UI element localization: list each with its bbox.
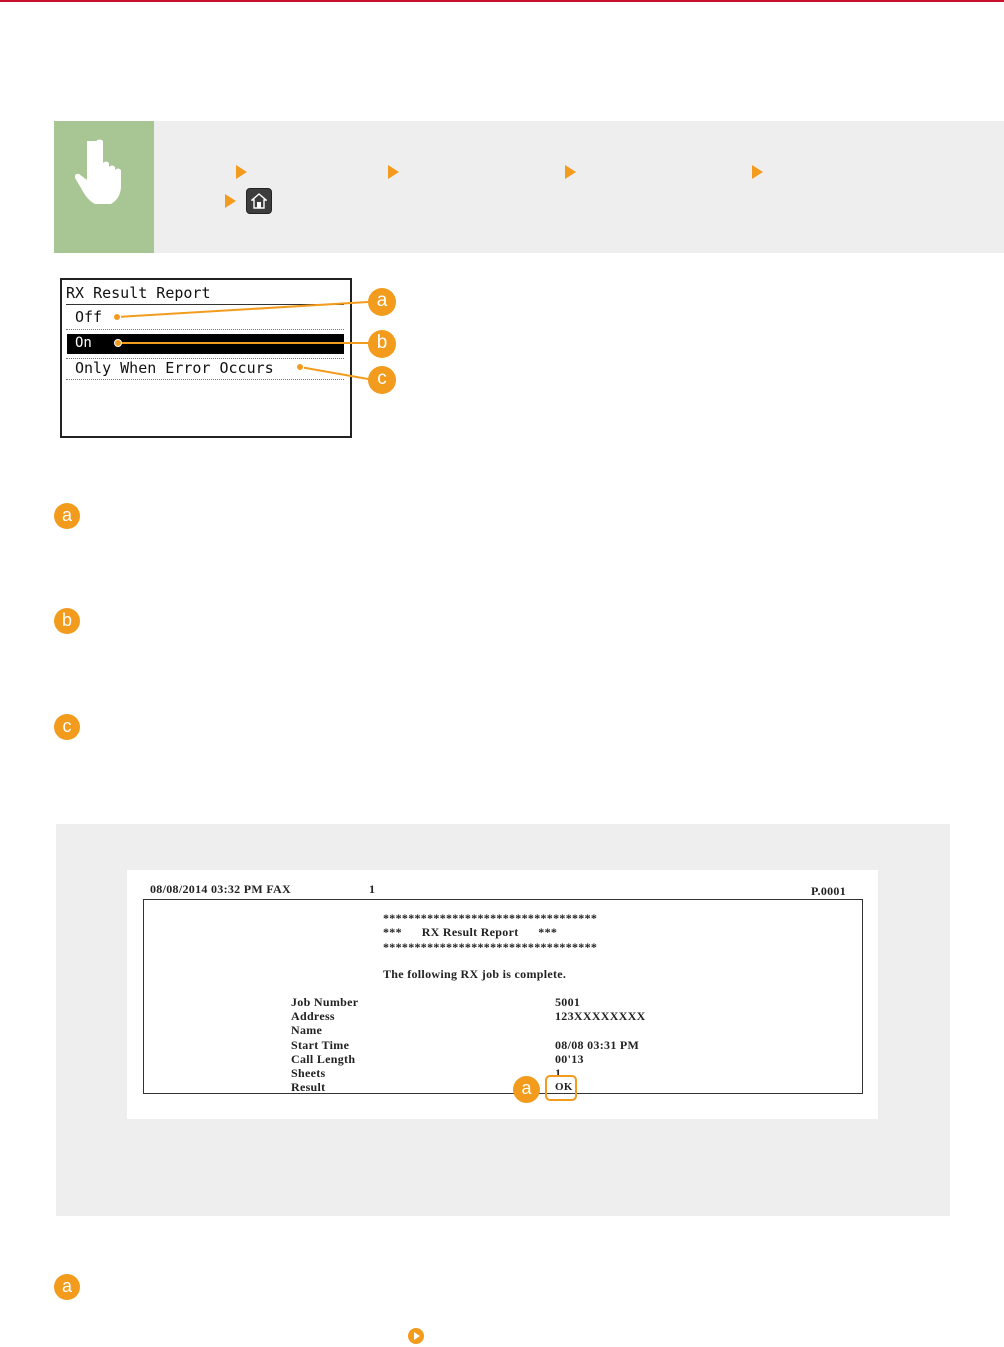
report-field-label: Address <box>291 1009 335 1023</box>
report-field-value: 123XXXXXXXX <box>555 1009 646 1023</box>
section-marker-result: a <box>54 1274 80 1300</box>
report-field-label: Job Number <box>291 995 359 1009</box>
report-field-label: Call Length <box>291 1052 356 1066</box>
report-result-value: OK <box>555 1081 573 1093</box>
report-banner-bottom: ********************************** <box>383 940 598 954</box>
lcd-title: RX Result Report <box>66 284 211 302</box>
report-sample-panel <box>56 824 950 1216</box>
report-paper <box>127 870 878 1119</box>
callout-dot-b <box>114 339 122 347</box>
report-callout-a: a <box>513 1076 540 1103</box>
report-field-label: Name <box>291 1023 323 1037</box>
section-marker-b: b <box>54 608 80 634</box>
report-field-value: 5001 <box>555 995 581 1009</box>
callout-b: b <box>368 330 396 358</box>
step-arrow-3 <box>565 165 576 179</box>
report-banner-top: ********************************** <box>383 911 598 925</box>
report-field-value: 1 <box>555 1066 562 1080</box>
lcd-option-off[interactable]: Off <box>75 308 103 326</box>
lcd-option-on[interactable]: On <box>75 335 92 351</box>
lcd-option-only-when-error[interactable]: Only When Error Occurs <box>75 359 274 377</box>
section-marker-c: c <box>54 714 80 740</box>
result-highlight-ring <box>545 1075 577 1101</box>
report-header-right: P.0001 <box>811 884 847 898</box>
report-field-label: Start Time <box>291 1038 350 1052</box>
callout-dot-a <box>113 313 121 321</box>
callout-c: c <box>368 366 396 394</box>
callout-dot-c <box>296 363 304 371</box>
callout-a: a <box>368 288 396 316</box>
report-field-label: Result <box>291 1080 326 1094</box>
report-header-page-num: 1 <box>369 882 376 896</box>
report-field-value: 00'13 <box>555 1052 584 1066</box>
report-message: The following RX job is complete. <box>383 967 567 981</box>
step-arrow-4 <box>752 165 763 179</box>
report-field-value: 08/08 03:31 PM <box>555 1038 640 1052</box>
report-header-left: 08/08/2014 03:32 PM FAX <box>150 882 291 896</box>
report-field-label: Sheets <box>291 1066 326 1080</box>
link-arrow-icon[interactable] <box>408 1328 424 1344</box>
callout-leader-lines <box>0 0 420 420</box>
section-marker-a: a <box>54 503 80 529</box>
report-banner-title: *** RX Result Report *** <box>383 925 558 939</box>
